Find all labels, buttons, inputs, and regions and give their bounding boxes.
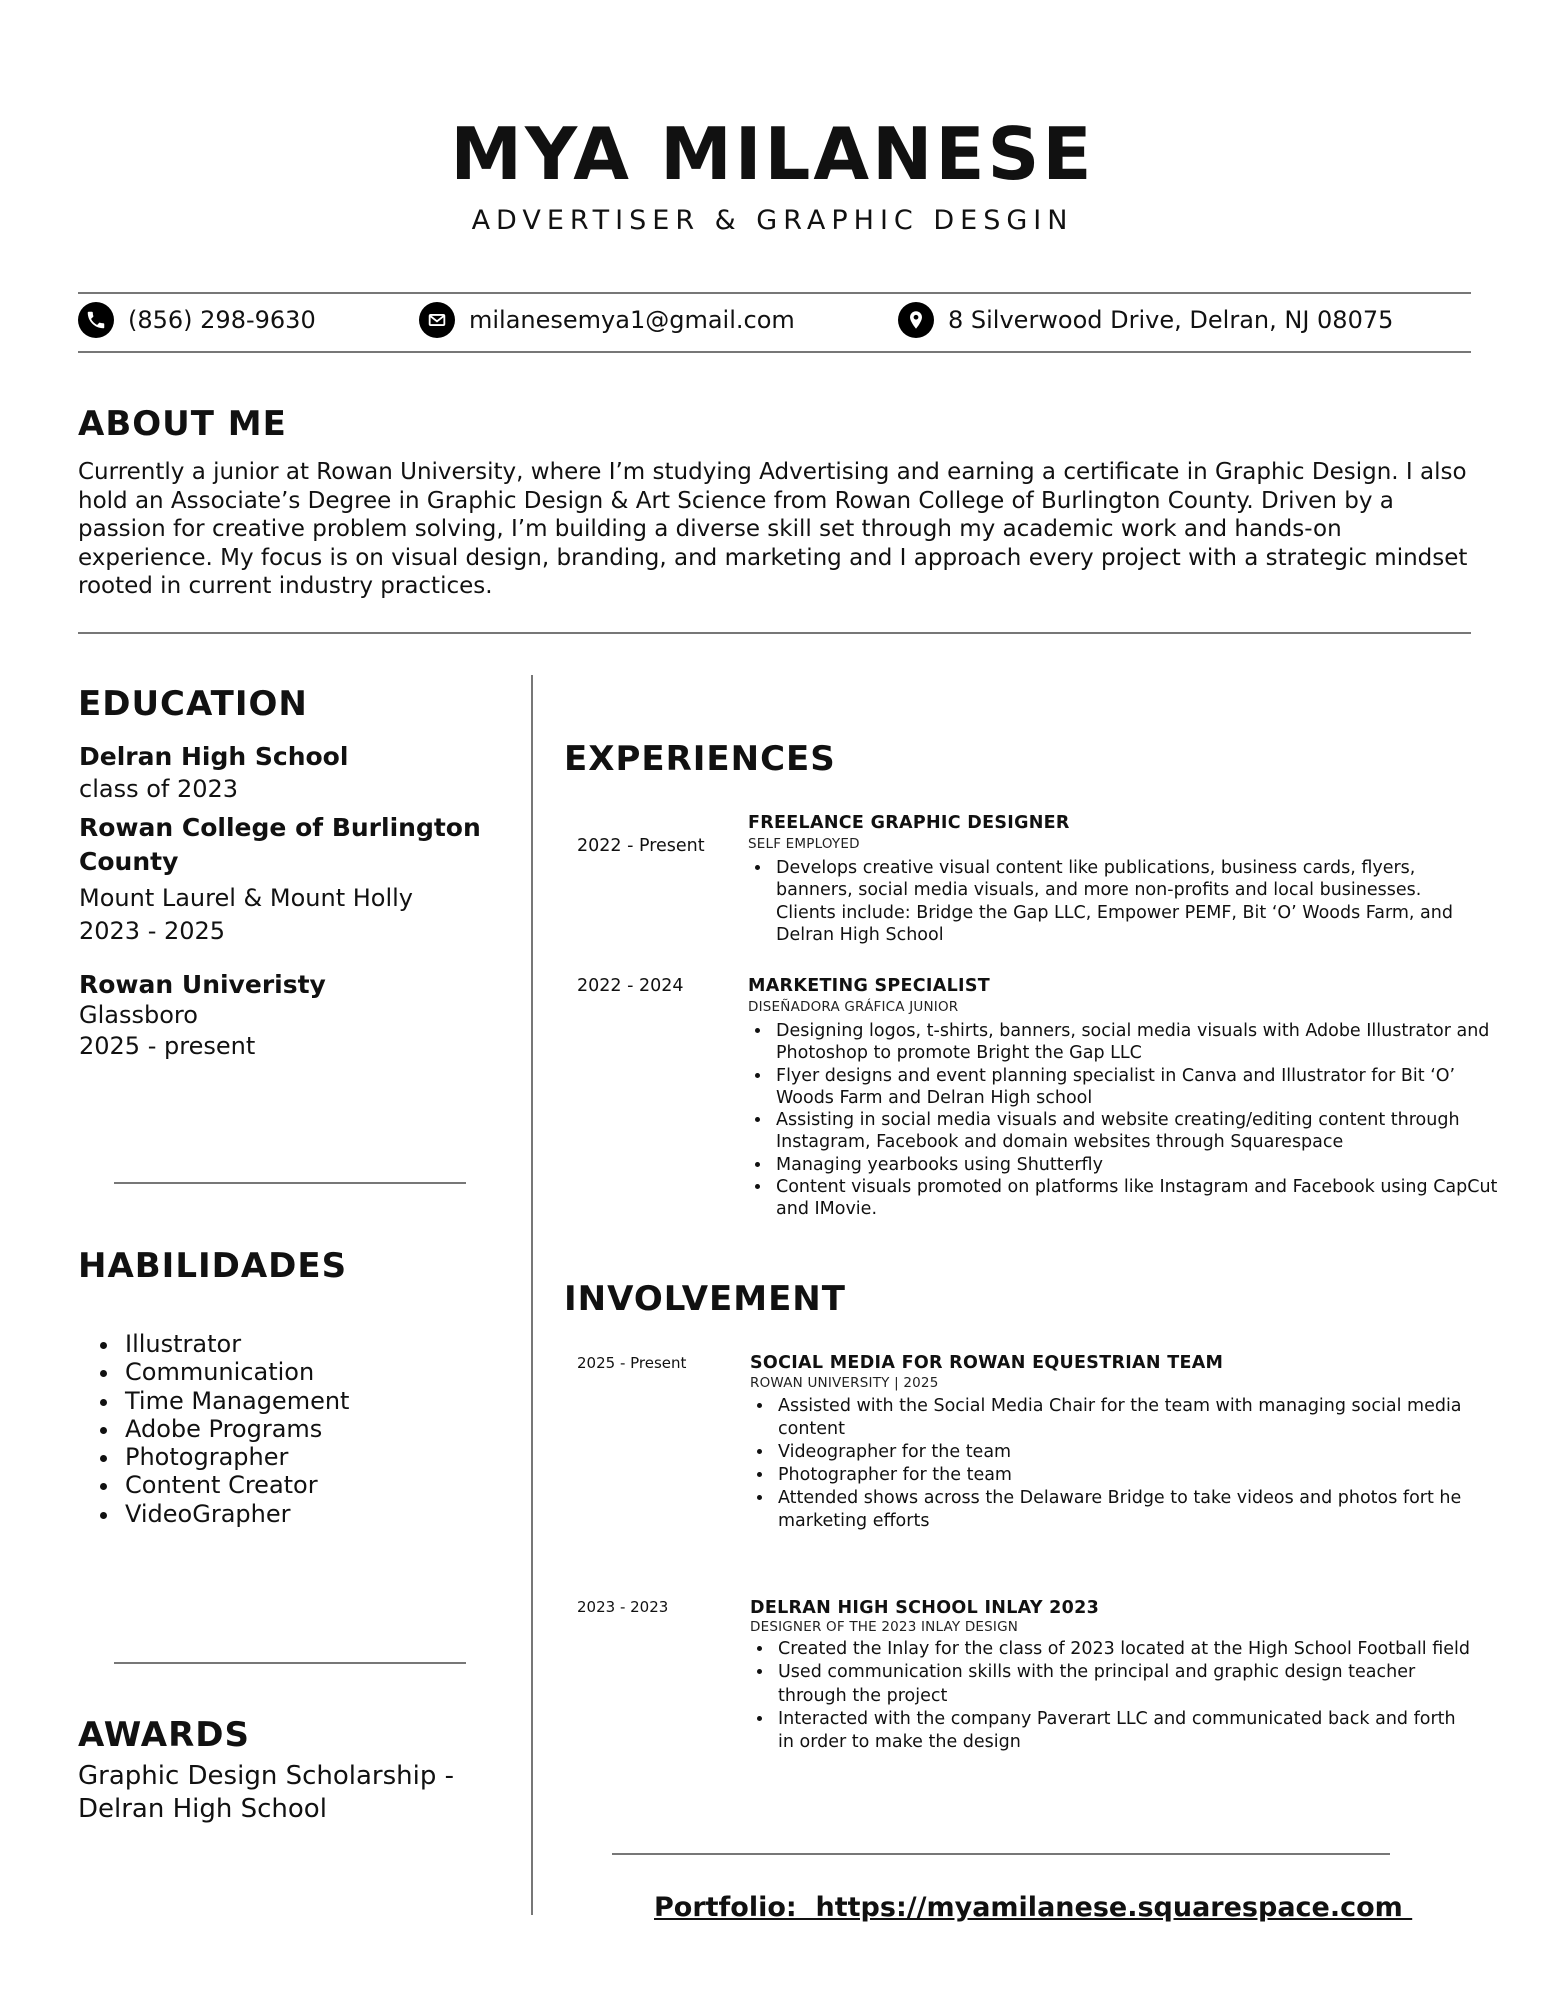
experience-entry	[748, 975, 1498, 1221]
awards-text	[78, 1760, 498, 1826]
divider	[114, 1662, 466, 1664]
contact-address	[898, 300, 1393, 340]
divider	[78, 292, 1471, 294]
involvement-bullets	[750, 1638, 1474, 1754]
education-heading: EDUCATION	[78, 684, 308, 724]
list-item: • Content Creator	[121, 1471, 349, 1499]
resume-title: ADVERTISER & GRAPHIC DESGIN	[471, 205, 1074, 236]
school-detail: 2025 - present	[79, 1032, 256, 1060]
skills-heading: HABILIDADES	[78, 1246, 348, 1286]
involvement-subtitle: DESIGNER OF THE 2023 INLAY DESIGN	[750, 1619, 1019, 1635]
experiences-heading: EXPERIENCES	[564, 739, 836, 779]
involvement-title: SOCIAL MEDIA FOR ROWAN EQUESTRIAN TEAM	[750, 1353, 1224, 1373]
contact-email-text[interactable]: milanesemya1@gmail.com	[469, 306, 795, 334]
list-item: • Used communication skills with the principal and graphic design teacher through the project	[774, 1661, 1474, 1708]
about-heading: ABOUT ME	[78, 404, 287, 444]
involvement-title: DELRAN HIGH SCHOOL INLAY 2023	[750, 1598, 1100, 1618]
list-item: • Develops creative visual content like publications, business cards, flyers, banners, social media visuals, and more non-profits and local businesses. Clients include: Bridge the Gap LLC, Empower PEMF, Bit ‘O’ Woods Farm, and Delran High School	[772, 857, 1482, 946]
experience-subtitle: SELF EMPLOYED	[748, 836, 860, 852]
experience-title: FREELANCE GRAPHIC DESIGNER	[748, 813, 1070, 833]
experience-date: 2022 - Present	[577, 836, 705, 856]
portfolio-link[interactable]: Portfolio: https://myamilanese.squarespace.com	[654, 1892, 1413, 1923]
list-item: • Content visuals promoted on platforms like Instagram and Facebook using CapCut and IMovie.	[772, 1176, 1502, 1221]
location-pin-icon	[898, 302, 934, 338]
experience-date: 2022 - 2024	[577, 976, 684, 996]
mail-icon	[419, 302, 455, 338]
list-item: • Photographer	[121, 1443, 349, 1471]
phone-icon	[78, 302, 114, 338]
list-item: • Assisting in social media visuals and website creating/editing content through Instagram, Facebook and domain websites through Squarespace	[772, 1109, 1502, 1154]
list-item: • Flyer designs and event planning specialist in Canva and Illustrator for Bit ‘O’ Woods Farm and Delran High school	[772, 1065, 1502, 1110]
school-name: Rowan Univeristy	[79, 970, 326, 999]
list-item: • Videographer for the team	[774, 1441, 1514, 1464]
contact-address-text: 8 Silverwood Drive, Delran, NJ 08075	[948, 306, 1394, 334]
involvement-date: 2023 - 2023	[577, 1598, 669, 1616]
involvement-heading: INVOLVEMENT	[564, 1279, 846, 1319]
skills-list	[95, 1330, 349, 1528]
school-detail: Glassboro	[79, 1001, 198, 1029]
list-item: • Adobe Programs	[121, 1415, 349, 1443]
experience-bullets	[748, 857, 1482, 946]
awards-heading: AWARDS	[78, 1715, 250, 1755]
experience-title: MARKETING SPECIALIST	[748, 976, 990, 996]
education-entry	[79, 811, 499, 948]
contact-phone-text: (856) 298-9630	[128, 306, 316, 334]
list-item: • Interacted with the company Paverart LLC and communicated back and forth in order to make the design	[774, 1708, 1474, 1755]
list-item: • Managing yearbooks using Shutterfly	[772, 1154, 1502, 1176]
list-item: • Illustrator	[121, 1330, 349, 1358]
award-line: Delran High School	[78, 1794, 327, 1824]
list-item: • Time Management	[121, 1387, 349, 1415]
education-entry	[79, 740, 499, 805]
divider	[612, 1853, 1390, 1855]
involvement-date: 2025 - Present	[577, 1354, 687, 1372]
divider	[78, 632, 1471, 634]
about-text: Currently a junior at Rowan University, where I’m studying Advertising and earning a certificate in Graphic Design. I also hold an Associate’s Degree in Graphic Design & Art Science from Rowan College of Burlington County. Driven by a passion for creative problem solving, I’m building a diverse skill set through my academic work and hands-on experience. My focus is on visual design, branding, and marketing and I approach every project with a strategic mindset rooted in current industry practices.	[78, 459, 1468, 599]
list-item: • Communication	[121, 1358, 349, 1386]
school-detail: 2023 - 2025	[79, 917, 226, 945]
list-item: • Photographer for the team	[774, 1464, 1514, 1487]
column-divider	[531, 675, 533, 1915]
list-item: • Created the Inlay for the class of 2023 located at the High School Football field	[774, 1638, 1474, 1661]
experience-entry	[748, 812, 1488, 946]
divider	[114, 1182, 466, 1184]
involvement-subtitle: ROWAN UNIVERSITY | 2025	[750, 1375, 939, 1391]
involvement-entry	[750, 1352, 1495, 1533]
list-item: • Assisted with the Social Media Chair for the team with managing social media content	[774, 1395, 1514, 1441]
award-line: Graphic Design Scholarship -	[78, 1761, 454, 1791]
school-detail: class of 2023	[79, 775, 239, 803]
contact-phone	[78, 300, 316, 340]
divider	[78, 351, 1471, 353]
resume-name: MYA MILANESE	[450, 112, 1095, 196]
school-name: Rowan College of Burlington County	[79, 813, 481, 876]
list-item: • Designing logos, t-shirts, banners, social media visuals with Adobe Illustrator and Photoshop to promote Bright the Gap LLC	[772, 1020, 1502, 1065]
education-entry	[79, 969, 499, 1062]
contact-email	[419, 300, 795, 340]
involvement-entry	[750, 1597, 1495, 1754]
list-item: • VideoGrapher	[121, 1500, 349, 1528]
school-detail: Mount Laurel & Mount Holly	[79, 884, 414, 912]
list-item: • Attended shows across the Delaware Bridge to take videos and photos fort he marketing efforts	[774, 1487, 1514, 1533]
experience-subtitle: DISEÑADORA GRÁFICA JUNIOR	[748, 999, 959, 1015]
experience-bullets	[748, 1020, 1502, 1221]
school-name: Delran High School	[79, 742, 349, 771]
involvement-bullets	[750, 1395, 1514, 1533]
